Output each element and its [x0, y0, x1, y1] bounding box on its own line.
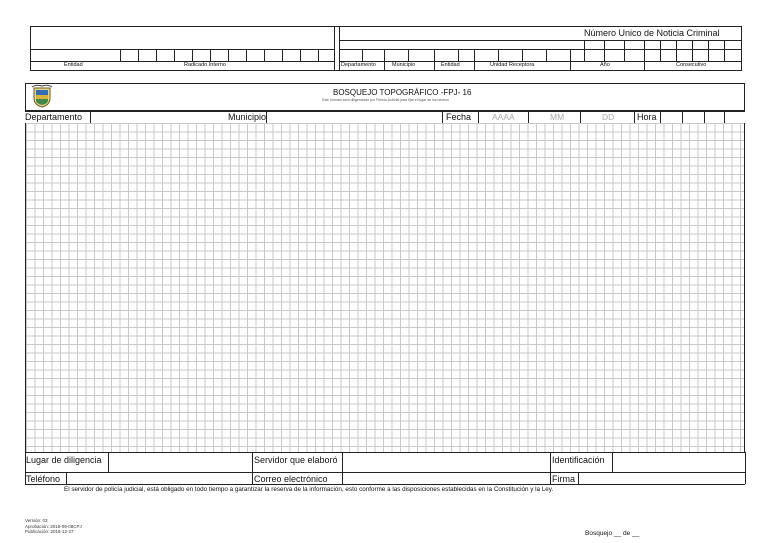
bottom-sep [252, 452, 253, 484]
hora-label: Hora [637, 112, 657, 122]
cell-sep [570, 49, 571, 71]
label-consecutivo: Consecutivo [676, 62, 707, 68]
aprobacion-text: Aprobación: 2018-09-08CPJ [25, 523, 82, 529]
bosquejo-counter: Bosquejo __ de __ [585, 530, 640, 537]
cell-sep [604, 40, 605, 61]
row1-sep [266, 111, 267, 123]
row1-sep [634, 111, 635, 123]
bottom-sep [550, 452, 551, 484]
cell-sep [210, 49, 211, 61]
cell-sep [522, 49, 523, 61]
row1-sep [682, 111, 683, 123]
cell-sep [724, 40, 725, 61]
cell-sep [384, 49, 385, 71]
header-right-line-1 [339, 40, 742, 41]
cell-sep [174, 49, 175, 61]
legal-notice: El servidor de policía judicial, está obligado en todo tiempo a garantizar la reserva de la información, esto conforme a las disposiciones establecidas en la Constitución y la Ley. [64, 486, 554, 493]
cell-sep [584, 40, 585, 61]
cell-sep [264, 49, 265, 61]
row1-sep [660, 111, 661, 123]
row1-sep [442, 111, 443, 123]
sketch-grid[interactable] [25, 123, 745, 452]
label-radicado: Radicado Interno [184, 62, 226, 68]
bottom-sep [342, 452, 343, 484]
identificacion-label: Identificación [552, 455, 605, 465]
cell-sep [708, 40, 709, 61]
form-subtitle: Este formato será diligenciado por Policía Judicial para fijar el lugar de los hechos [322, 98, 449, 102]
row1-sep [478, 111, 479, 123]
cell-sep [676, 40, 677, 61]
cell-sep [192, 49, 193, 61]
bottom-sep [612, 452, 613, 472]
servidor-label: Servidor que elaboró [254, 455, 338, 465]
bottom-sep [578, 472, 579, 484]
departamento-label: Departamento [25, 112, 83, 122]
header-divider [334, 26, 335, 71]
label-unidad-receptora: Unidad Receptora [490, 62, 535, 68]
row1-sep [580, 111, 581, 123]
month-field[interactable]: MM [550, 112, 565, 122]
cell-sep [458, 49, 459, 61]
version-text: Versión: 03 [25, 518, 48, 523]
firma-label: Firma [552, 474, 575, 484]
cell-sep [362, 49, 363, 61]
cell-sep [300, 49, 301, 61]
bottom-sep [66, 472, 67, 484]
label-ano: Año [600, 62, 610, 68]
day-field[interactable]: DD [602, 112, 615, 122]
year-field[interactable]: AAAA [492, 112, 515, 122]
footer-meta [25, 518, 82, 535]
bottom-right-border [745, 452, 746, 484]
cell-sep [692, 40, 693, 61]
cell-sep [434, 49, 435, 71]
publicacion-text: Publicación: 2018-12-27 [25, 529, 74, 535]
cell-sep [474, 49, 475, 71]
noticia-title: Número Unico de Noticia Criminal [584, 28, 720, 38]
municipio-label: Municipio [228, 112, 267, 122]
cell-sep [120, 49, 121, 61]
cell-sep [498, 49, 499, 61]
label-municipio-top: Municipio [392, 62, 416, 68]
header-left-line-1 [30, 49, 334, 50]
label-entidad-top: Entidad [441, 62, 460, 68]
cell-sep [408, 49, 409, 61]
telefono-label: Teléfono [26, 474, 61, 484]
row1-sep [724, 111, 725, 123]
row1-sep [528, 111, 529, 123]
cell-sep [660, 40, 661, 61]
form-title: BOSQUEJO TOPOGRÁFICO -FPJ- 16 [333, 88, 472, 97]
cell-sep [246, 49, 247, 61]
coat-of-arms-logo [30, 84, 54, 109]
bottom-line-2 [25, 472, 745, 473]
cell-sep [138, 49, 139, 61]
cell-sep [644, 40, 645, 71]
row1-sep [704, 111, 705, 123]
lugar-diligencia-label: Lugar de diligencia [26, 455, 102, 465]
header-right-line-2 [339, 49, 742, 50]
fecha-label: Fecha [446, 112, 472, 122]
bottom-line-3 [25, 484, 745, 485]
cell-sep [282, 49, 283, 61]
bottom-sep [108, 452, 109, 472]
label-entidad: Entidad [64, 62, 83, 68]
cell-sep [624, 40, 625, 61]
cell-sep [228, 49, 229, 61]
label-departamento-top: Departamento [341, 62, 376, 68]
cell-sep [318, 49, 319, 61]
correo-label: Correo electrónico [254, 474, 328, 484]
cell-sep [546, 49, 547, 61]
cell-sep [156, 49, 157, 61]
row1-sep [90, 111, 91, 123]
bottom-line-1 [25, 452, 745, 453]
